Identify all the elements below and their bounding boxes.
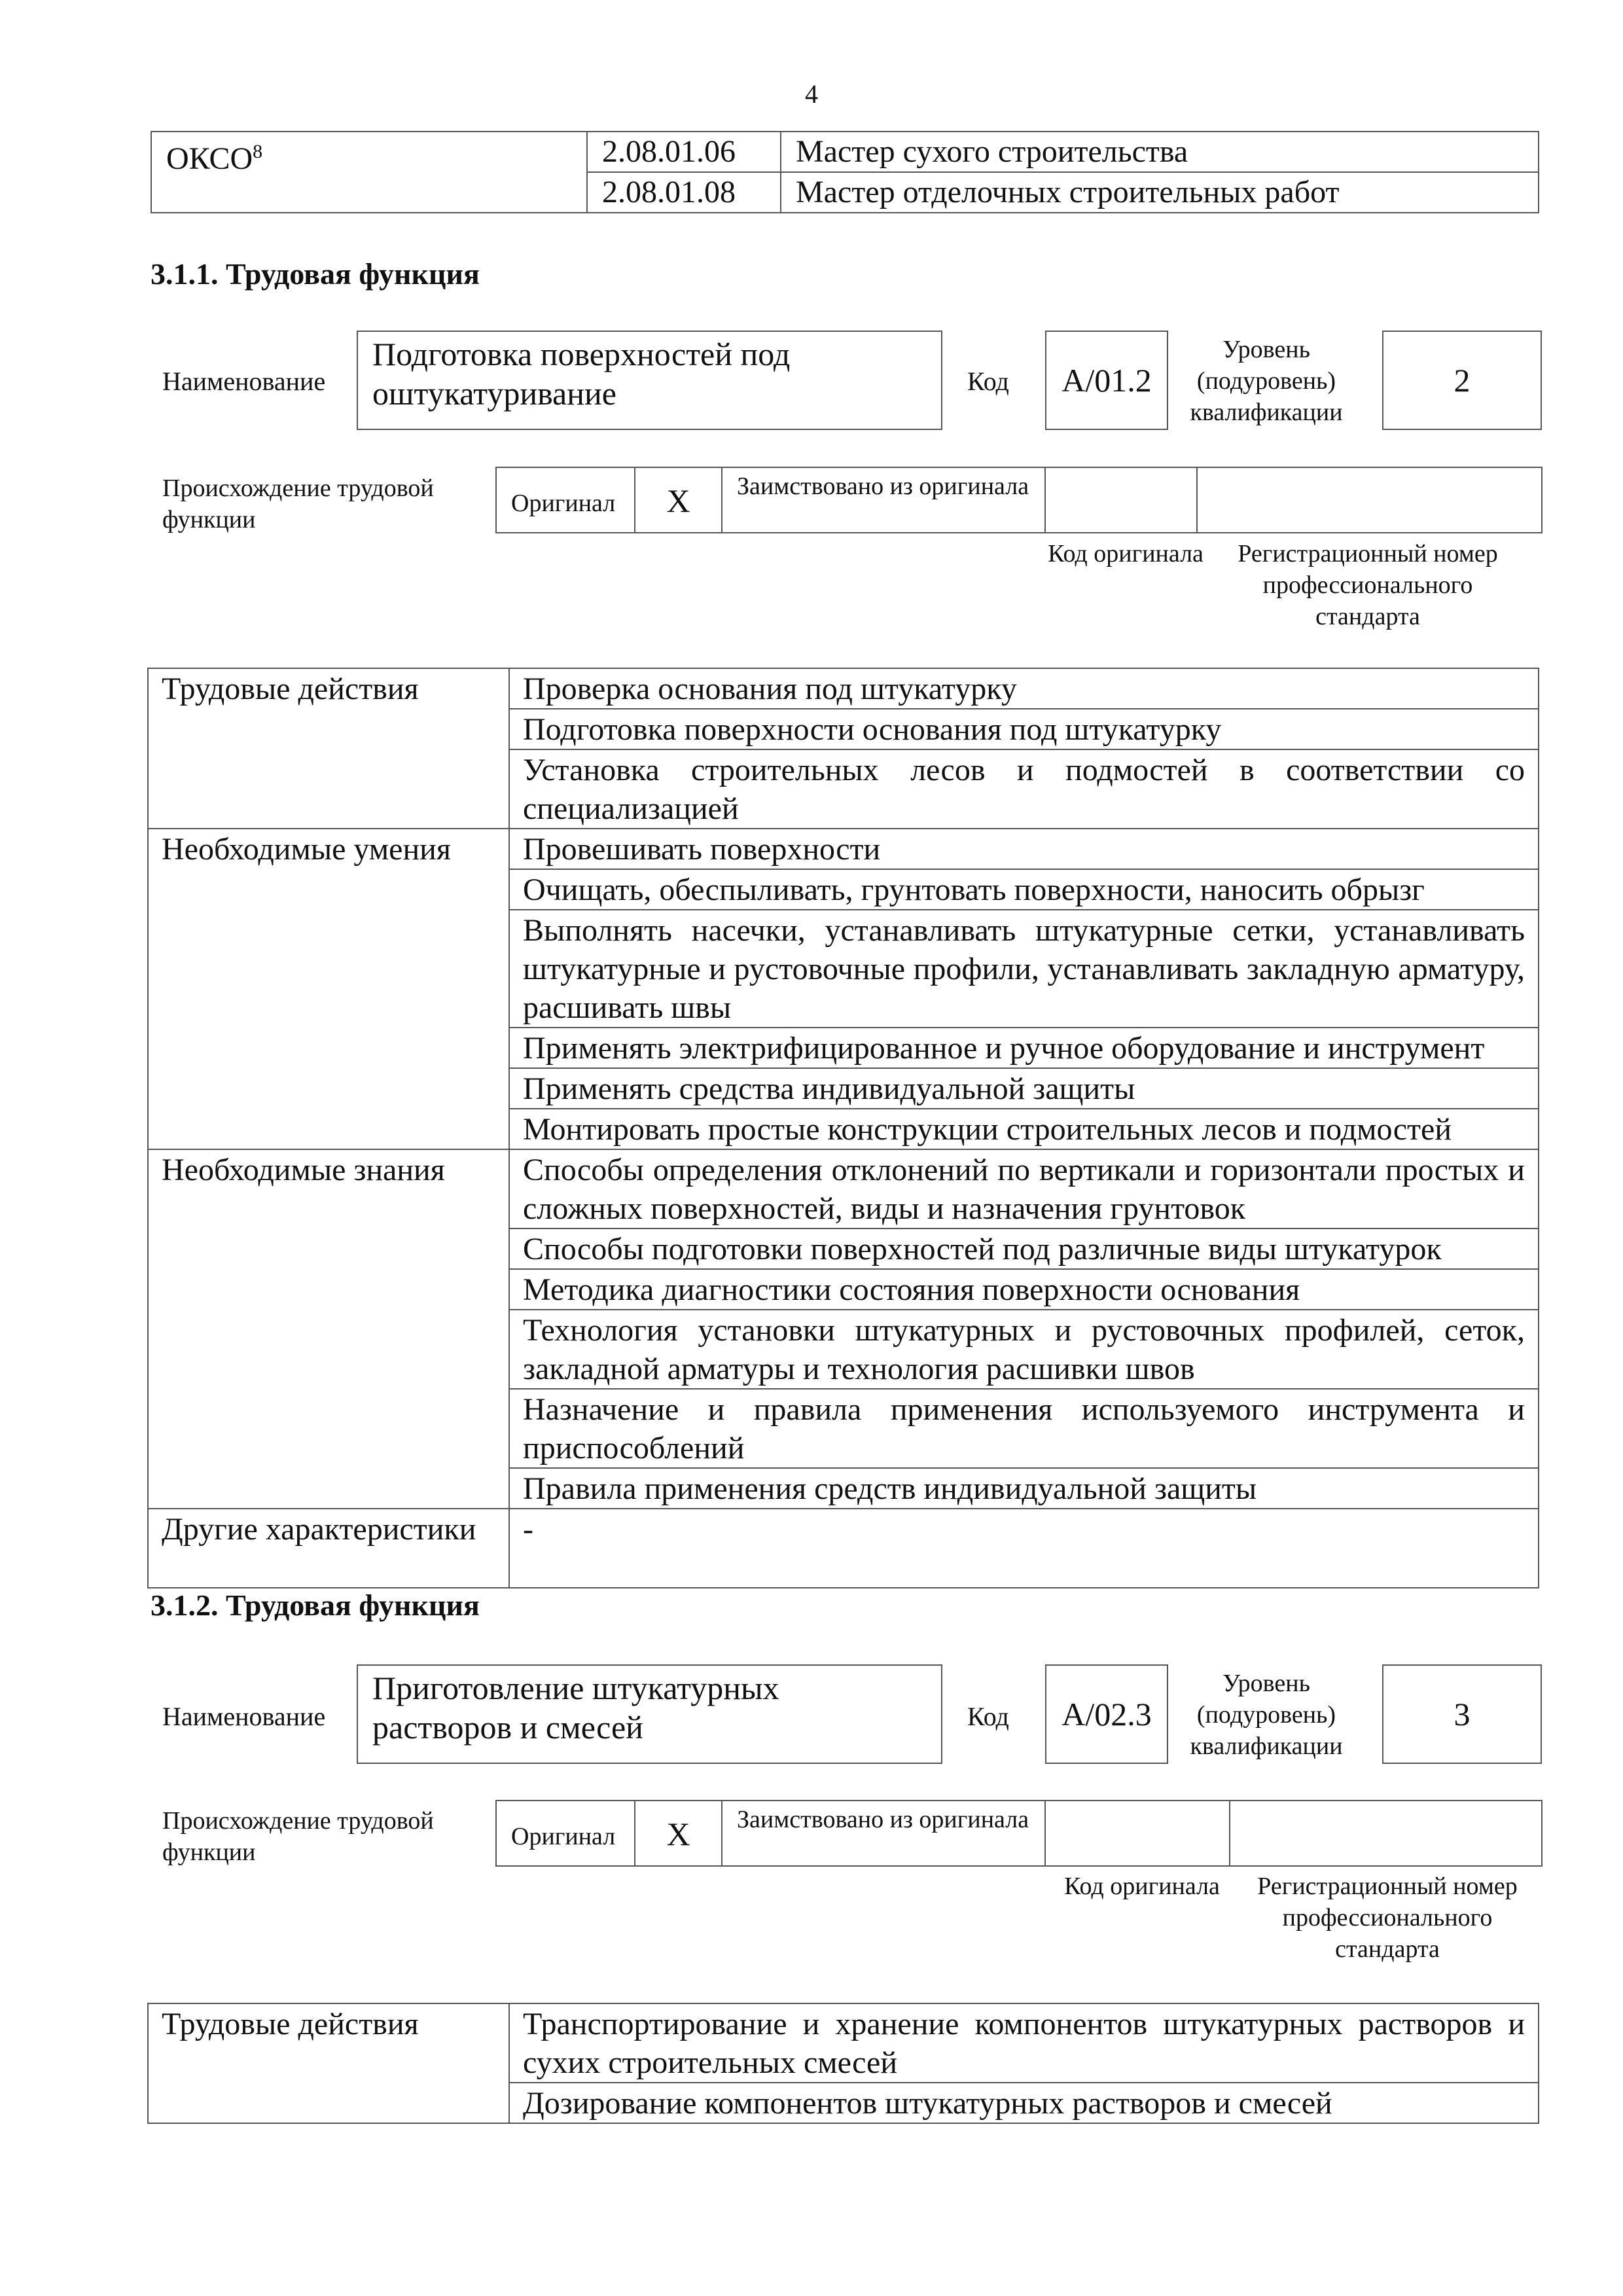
table-cell: Применять средства индивидуальной защиты [509, 1068, 1539, 1109]
table-cell: Назначение и правила применения используемого инструмента и приспособлений [509, 1389, 1539, 1468]
table-cell: Очищать, обеспыливать, грунтовать поверхности, наносить обрызг [509, 869, 1539, 910]
okso-name: Мастер отделочных строительных работ [781, 172, 1539, 213]
reg-number-label: Регистрационный номер профессионального стандарта [1257, 1873, 1518, 1963]
function-code: А/02.3 [1061, 1696, 1152, 1732]
table-cell: Транспортирование и хранение компонентов штукатурных растворов и сухих строительных смесей [509, 2003, 1539, 2083]
table-cell: Правила применения средств индивидуальной защиты [509, 1468, 1539, 1509]
table-row [148, 2003, 1539, 2083]
table-row [148, 1509, 1539, 1588]
original-mark: X [635, 1801, 722, 1865]
table-cell: Дозирование компонентов штукатурных растворов и смесей [509, 2083, 1539, 2123]
table-row [151, 132, 1539, 172]
level-value: 3 [1454, 1696, 1471, 1732]
table-cell: Способы подготовки поверхностей под различные виды штукатурок [509, 1229, 1539, 1269]
section-label: Трудовые действия [148, 668, 509, 829]
code-original-label: Код оригинала [1048, 540, 1204, 567]
origin-label: Происхождение трудовой функции [162, 1807, 434, 1866]
original-mark: X [635, 468, 722, 532]
reg-number-cell [1198, 468, 1541, 532]
function-name-box [357, 331, 942, 430]
code-original-cell [1046, 468, 1198, 532]
reg-number-cell [1230, 1801, 1541, 1865]
code-original-label: Код оригинала [1064, 1873, 1220, 1900]
section-heading: 3.1.1. Трудовая функция [151, 257, 480, 291]
reg-number-label: Регистрационный номер профессионального стандарта [1238, 540, 1498, 630]
table-cell: Подготовка поверхности основания под штукатурку [509, 709, 1539, 749]
table-cell: - [509, 1509, 1539, 1588]
function-code-box [1045, 331, 1168, 430]
table-cell: Установка строительных лесов и подмостей в соответствии со специализацией [509, 749, 1539, 829]
okso-footnote: 8 [253, 141, 263, 162]
function-name: Подготовка поверхностей под оштукатуривание [372, 336, 791, 412]
borrowed-cell: Заимствовано из оригинала [722, 1801, 1046, 1865]
okso-name: Мастер сухого строительства [781, 132, 1539, 172]
table-cell: Применять электрифицированное и ручное оборудование и инструмент [509, 1028, 1539, 1068]
table-row [148, 668, 1539, 709]
section-label: Необходимые знания [148, 1149, 509, 1509]
level-label: Уровень (подуровень) квалификации [1190, 336, 1343, 426]
table-cell: Выполнять насечки, устанавливать штукатурные сетки, устанавливать штукатурные и рустовочные профили, устанавливать закладную арматуру, расшивать швы [509, 910, 1539, 1028]
function-name-box [357, 1664, 942, 1764]
function-code: А/01.2 [1061, 362, 1152, 399]
function-name: Приготовление штукатурных растворов и смесей [372, 1670, 779, 1746]
function-code-box [1045, 1664, 1168, 1764]
section-label: Необходимые умения [148, 829, 509, 1149]
level-label: Уровень (подуровень) квалификации [1190, 1670, 1343, 1760]
table-row [148, 1149, 1539, 1229]
section-heading: 3.1.2. Трудовая функция [151, 1588, 480, 1622]
original-cell: Оригинал [497, 1801, 635, 1865]
code-label: Код [967, 367, 1009, 396]
okso-code: 2.08.01.08 [587, 172, 781, 213]
code-original-cell [1046, 1801, 1230, 1865]
level-value: 2 [1454, 362, 1471, 399]
okso-table [151, 131, 1539, 213]
page-number: 4 [805, 79, 818, 109]
table-row [148, 829, 1539, 869]
table-cell: Методика диагностики состояния поверхности основания [509, 1269, 1539, 1310]
code-label: Код [967, 1702, 1009, 1731]
original-cell: Оригинал [497, 468, 635, 532]
table-cell: Монтировать простые конструкции строительных лесов и подмостей [509, 1109, 1539, 1149]
table-cell: Провешивать поверхности [509, 829, 1539, 869]
borrowed-cell: Заимствовано из оригинала [722, 468, 1046, 532]
okso-code: 2.08.01.06 [587, 132, 781, 172]
okso-label: ОКСО [166, 141, 253, 176]
function-table [147, 2003, 1539, 2124]
level-box [1382, 331, 1542, 430]
origin-label: Происхождение трудовой функции [162, 475, 434, 533]
name-label: Наименование [162, 367, 326, 396]
table-cell: Технология установки штукатурных и рустовочных профилей, сеток, закладной арматуры и технология расшивки швов [509, 1310, 1539, 1389]
okso-label-cell [151, 132, 587, 213]
section-label: Другие характеристики [148, 1509, 509, 1588]
table-cell: Проверка основания под штукатурку [509, 668, 1539, 709]
function-table [147, 668, 1539, 1588]
table-cell: Способы определения отклонений по вертикали и горизонтали простых и сложных поверхностей, виды и назначения грунтовок [509, 1149, 1539, 1229]
name-label: Наименование [162, 1702, 326, 1731]
origin-row [495, 467, 1543, 533]
origin-row [495, 1800, 1543, 1867]
section-label: Трудовые действия [148, 2003, 509, 2123]
level-box [1382, 1664, 1542, 1764]
